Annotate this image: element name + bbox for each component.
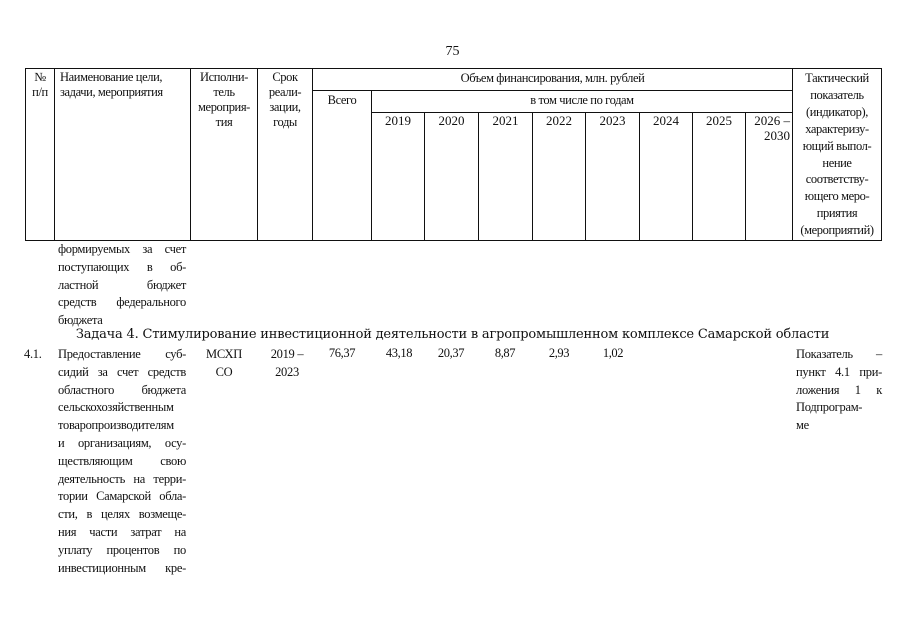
continuation-text: формируемых за счет поступающих в об- ластной бюджет средств федерального бюджета: [58, 242, 186, 328]
year-2024: 2024: [653, 113, 679, 128]
row-total: 76,37: [328, 346, 356, 360]
header-term: Срок реали- зации, годы: [268, 70, 302, 129]
row-value-2022: 2,93: [548, 346, 570, 360]
year-2019: 2019: [385, 113, 411, 128]
row-value-2020: 20,37: [437, 346, 465, 360]
year-2026-2030: 2026 – 2030: [754, 113, 790, 143]
task-title: Задача 4. Стимулирование инвестиционной деятельности в агропромышленном комплексе Самарской области: [75, 327, 830, 342]
row-value-2023: 1,02: [602, 346, 624, 360]
header-indicator: Тактический показатель (индикатор), характеризу- ющий выпол- нение соответству- ющего меро- приятия (мероприятий): [800, 71, 874, 238]
year-2021: 2021: [492, 113, 519, 128]
page-number: 75: [445, 44, 460, 59]
year-2020: 2020: [438, 113, 465, 128]
row-executor: МСХП СО: [206, 347, 242, 379]
row-name: Предоставление суб- сидий за счет средств областного бюджета сельскохозяйственным товаропроизводителям и организациям, осу- ществляющим свою деятельность на терри- тории Самарской обла- сти, в целях возмеще- ния части затрат на уплату процентов по инвестиционным кре-: [58, 347, 186, 575]
header-funding-title: Объем финансирования, млн. рублей: [460, 71, 645, 85]
header-by-years: в том числе по годам: [530, 93, 634, 107]
year-2023: 2023: [599, 113, 626, 128]
row-number: 4.1.: [24, 347, 42, 361]
header-num: № п/п: [32, 70, 48, 99]
header-executor: Исполни- тель мероприя- тия: [198, 70, 250, 129]
row-value-2021: 8,87: [494, 346, 516, 360]
row-term: 2019 – 2023: [270, 347, 304, 379]
year-2022: 2022: [546, 113, 572, 128]
table-header: [25, 68, 882, 241]
row-value-2019: 43,18: [385, 346, 413, 360]
year-2025: 2025: [706, 113, 732, 128]
row-indicator: Показатель – пункт 4.1 при- ложения 1 к Подпрограм- ме: [796, 347, 882, 433]
header-total: Всего: [327, 93, 357, 107]
header-name: Наименование цели, задачи, мероприятия: [60, 70, 163, 99]
